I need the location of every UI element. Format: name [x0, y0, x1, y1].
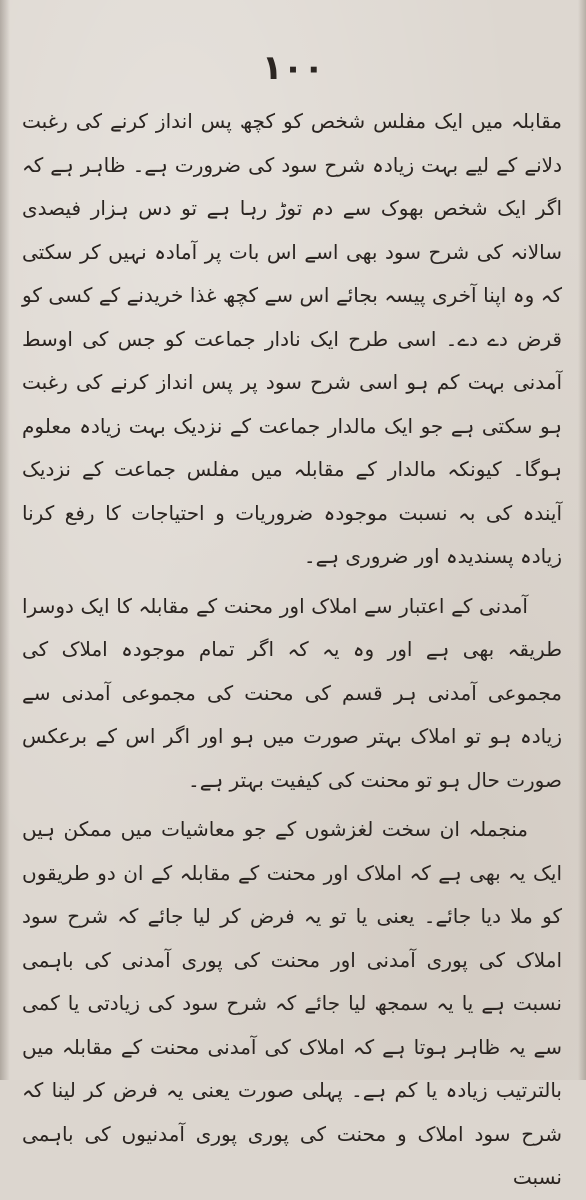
paragraph-1: مقابلہ میں ایک مفلس شخص کو کچھ پس انداز کرنے کی رغبت دلانے کے لیے بہت زیادہ شرح سود کی ضرورت ہے۔ ظاہر ہے کہ اگر ایک شخص بھوک سے دم توڑ رہا ہے تو دس ہزار فیصدی سالانہ کی شرح سود بھی اسے اس بات پر آمادہ نہیں کر سکتی کہ وہ اپنا آخری پیسہ بجائے اس سے کچھ غذا خریدنے کے کسی کو قرض دے دے۔ اسی طرح ایک نادار جماعت کو جس کی اوسط آمدنی بہت کم ہو اسی شرح سود پر پس انداز کرنے کی رغبت ہو سکتی ہے جو ایک مالدار جماعت کے نزدیک بہت زیادہ معلوم ہوگا۔ کیونکہ مالدار کے مقابلہ میں مفلس جماعت کے نزدیک آیندہ کی بہ نسبت موجودہ ضروریات و احتیاجات کا رفع کرنا زیادہ پسندیدہ اور ضروری ہے۔	[22, 109, 562, 568]
page-edge-shadow-left	[0, 0, 10, 1080]
page-edge-shadow-right	[578, 0, 586, 1080]
paragraph-2: آمدنی کے اعتبار سے املاک اور محنت کے مقابلہ کا ایک دوسرا طریقہ بھی ہے اور وہ یہ کہ اگر تمام موجودہ املاک کی مجموعی آمدنی ہر قسم کی محنت کی مجموعی آمدنی سے زیادہ ہو تو املاک بہتر صورت میں ہو اور اگر اس کے برعکس صورت حال ہو تو محنت کی کیفیت بہتر ہے۔	[22, 593, 562, 792]
paragraph-3: منجملہ ان سخت لغزشوں کے جو معاشیات میں ممکن ہیں ایک یہ بھی ہے کہ املاک اور محنت کے مقابلہ کے ان دو طریقوں کو ملا دیا جائے۔ یعنی یا تو یہ فرض کر لیا جائے کہ شرح سود املاک کی پوری آمدنی اور محنت کی پوری آمدنی کی باہمی نسبت ہے یا یہ سمجھ لیا جائے کہ شرح سود کی زیادتی یا کمی سے یہ ظاہر ہوتا ہے کہ املاک کی آمدنی محنت کے مقابلہ میں بالترتیب زیادہ یا کم ہے۔ پہلی صورت یعنی یہ فرض کر لینا کہ شرح سود املاک و محنت کی پوری پوری آمدنیوں کی باہمی نسبت	[22, 817, 562, 1189]
page-number: ۱۰۰	[261, 48, 325, 88]
page-body-text	[22, 100, 562, 1200]
